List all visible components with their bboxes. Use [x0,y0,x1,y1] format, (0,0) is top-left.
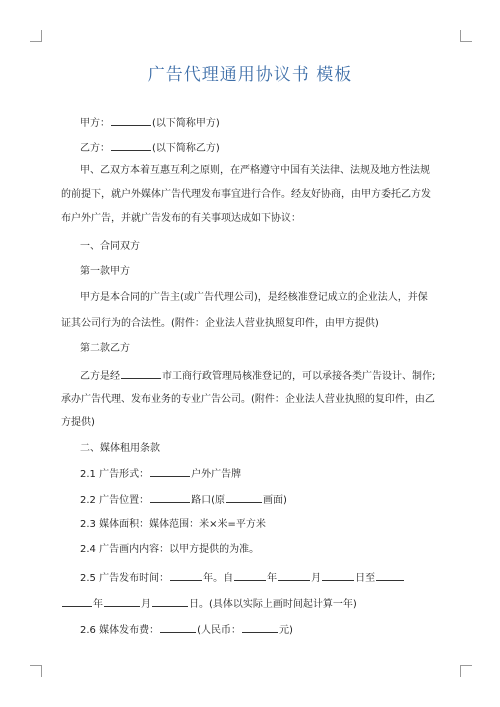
party-a-blank[interactable] [111,115,151,126]
item-2-6-mid: (人民币： [197,625,241,636]
item-2-1-prefix: 2.1 广告形式： [80,469,150,480]
item-2-5-nian: 年。自 [203,573,234,584]
crop-mark-bottom-right [460,665,472,677]
item-2-5-nian2: 年 [267,573,278,584]
section-2-heading: 二、媒体租用条款 [80,443,160,454]
item-2-2-prefix: 2.2 广告位置： [80,495,150,506]
item-2-6 [80,622,446,637]
article-2-line-1 [80,368,446,383]
ad-form-blank[interactable] [150,466,190,477]
item-2-5b-yue: 月 [141,599,151,610]
crop-mark-bottom-left [30,665,42,677]
party-a-suffix: (以下简称甲方) [152,118,220,129]
article-2-prefix: 乙方是经 [80,371,120,382]
intro-line-1: 甲、乙双方本着互惠互利之原则，在严格遵守中国有关法律、法规及地方性法规 [80,165,430,176]
fee-blank[interactable] [160,622,196,633]
start-day-blank[interactable] [322,570,354,581]
start-month-blank[interactable] [278,570,310,581]
end-month-blank[interactable] [104,596,140,607]
item-2-2-mid: 路口(原 [191,495,225,506]
city-blank[interactable] [121,368,161,379]
article-1-line-2: 证其公司行为的合法性。(附件：企业法人营业执照复印件，由甲方提供) [61,318,379,329]
article-2-heading: 第二款乙方 [80,343,130,354]
item-2-2 [80,492,446,507]
fee-rmb-blank[interactable] [242,622,278,633]
item-2-5b-tail: 日。(具体以实际上画时间起计算一年) [189,599,357,610]
party-b-suffix: (以下简称乙方) [152,143,220,154]
item-2-6-suffix: 元) [279,625,293,636]
party-a-line [80,115,446,130]
item-2-1-suffix: 户外广告牌 [191,469,242,480]
article-1-heading: 第一款甲方 [80,266,130,277]
document-title: 广告代理通用协议书 模板 [147,65,353,85]
end-year-blank[interactable] [62,596,92,607]
ad-location-blank[interactable] [150,492,190,503]
intro-line-3: 布户外广告，并就广告发布的有关事项达成如下协议： [61,213,301,224]
item-2-3: 2.3 媒体面积：媒体范围：米×米=平方米 [80,519,266,530]
item-2-5-ri-zhi: 日至 [355,573,376,584]
item-2-5b-nian: 年 [93,599,103,610]
duration-years-blank[interactable] [170,570,202,581]
crop-mark-top-left [30,30,42,42]
item-2-1 [80,466,446,481]
item-2-5 [80,570,446,585]
item-2-5-yue: 月 [311,573,322,584]
section-1-heading: 一、合同双方 [80,241,140,252]
item-2-2-suffix: 画面) [263,495,287,506]
item-2-6-prefix: 2.6 媒体发布费： [80,625,160,636]
article-2-line-3: 方提供) [61,417,95,428]
end-year-blank-part[interactable] [376,570,404,581]
article-2-line-2: 承办广告代理、发布业务的专业广告公司。(附件：企业法人营业执照的复印件，由乙 [61,394,435,405]
party-b-prefix: 乙方： [80,143,110,154]
party-b-line [80,140,446,155]
original-image-blank[interactable] [226,492,262,503]
intro-line-2: 的前提下，就户外媒体广告代理发布事宜进行合作。经友好协商，由甲方委托乙方发 [61,189,431,200]
start-year-blank[interactable] [234,570,266,581]
crop-mark-top-right [460,30,472,42]
article-2-suffix: 市工商行政管理局核准登记的，可以承接各类广告设计、制作; [162,371,436,382]
item-2-5-continued [61,596,446,611]
party-a-prefix: 甲方： [80,118,110,129]
item-2-4: 2.4 广告画内内容：以甲方提供的为准。 [80,544,260,555]
end-day-blank[interactable] [152,596,188,607]
party-b-blank[interactable] [111,140,151,151]
item-2-5-prefix: 2.5 广告发布时间： [80,573,170,584]
article-1-line-1: 甲方是本合同的广告主(或广告代理公司)，是经核准登记成立的企业法人，并保 [80,292,428,303]
